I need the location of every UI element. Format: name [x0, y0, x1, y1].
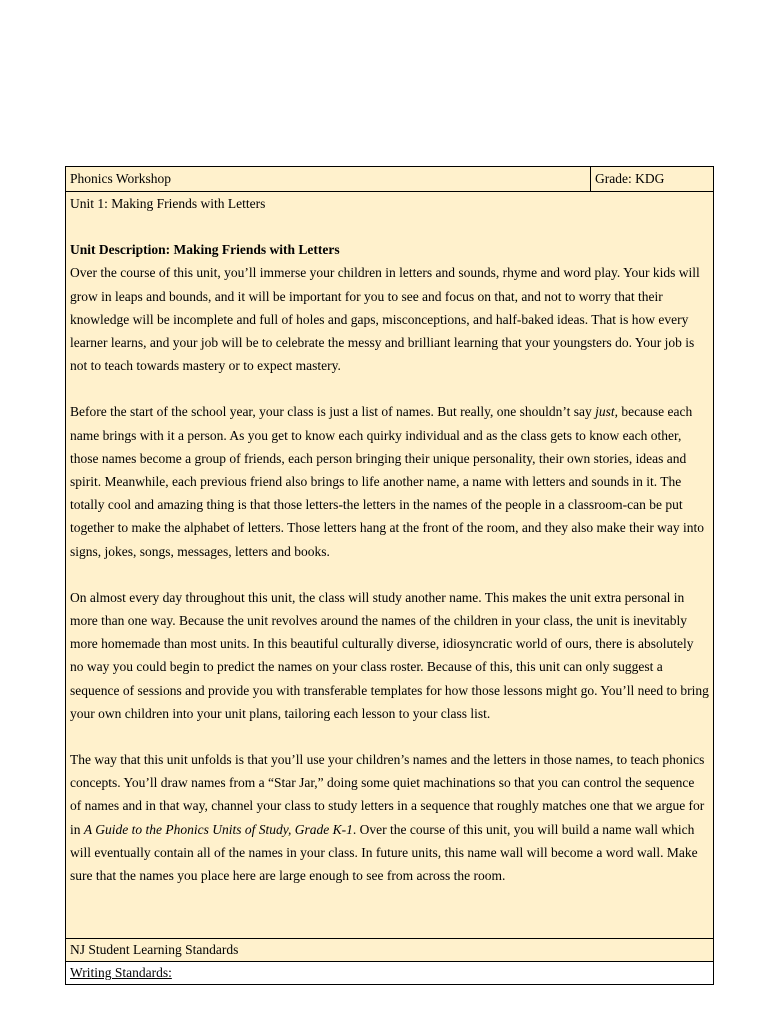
paragraph-1-text: Over the course of this unit, you’ll immerse your children in letters and sounds, rhyme and word play. Your kids will grow in leaps and bounds, and it will be important for you to see and focus on that, and not to worry that their knowledge will be incomplete and full of holes and gaps, misconceptions, and half-baked ideas. That is how every learner learns, and your job will be to celebrate the messy and brilliant learning that your youngsters do. Your job is not to teach towards mastery or to expect mastery.: [70, 265, 700, 374]
paragraph-4: [70, 748, 709, 887]
book-title: A Guide to the Phonics Units of Study, Grade K-1: [83, 821, 353, 837]
paragraph-2: [70, 400, 709, 562]
paragraph-1: [70, 238, 709, 377]
paragraph-4-text-a: The way that this unit unfolds is that you’ll use your children’s names and the letters in those names, to teach phonics concepts. You’ll draw names from a “Star Jar,” doing some quiet machinations so that you can control the sequence of names and in that way, channel your class to study letters in a sequence that roughly matches one that we argue for in: [70, 752, 705, 837]
writing-standards-cell: [66, 962, 713, 984]
writing-standards-label: Writing Standards:: [70, 965, 172, 981]
paragraph-3: On almost every day throughout this unit, the class will study another name. This makes the unit extra personal in more than one way. Because the unit revolves around the names of the children in your class, the unit is inevitably more homemade than most units. In this beautiful culturally diverse, idiosyncratic world of ours, there is absolutely no way you could begin to predict the names on your class roster. Because of this, this unit can only suggest a sequence of sessions and provide you with transferable templates for how those lessons might go. You’ll need to bring your own children into your unit plans, tailoring each lesson to your class list.: [70, 589, 709, 721]
unit-description-cell: [66, 192, 713, 938]
paragraph-2-text-a: Before the start of the school year, your class is just a list of names. But really, one shouldn’t say: [70, 404, 596, 420]
paragraph-4-text-b: . Over the course of this unit, you will build a name wall which will eventually contain all of the names in your class. In future units, this name wall will become a word wall. Make sure that the names you place here are large enough to see from across the room.: [70, 821, 698, 884]
paragraph-2-text-b: , because each name brings with it a person. As you get to know each quirky individual and as the class gets to know each other, those names become a group of friends, each person bringing their unique personality, their own stories, ideas and spirit. Meanwhile, each previous friend also brings to life another name, a name with letters and sounds in it. The totally cool and amazing thing is that those letters-the letters in the names of the people in a classroom-can be put together to make the alphabet of letters. Those letters hang at the front of the room, and they also make their way into signs, jokes, songs, messages, letters and books.: [70, 404, 705, 559]
writing-standards-row: [66, 962, 713, 984]
unit-title: Unit 1: Making Friends with Letters: [70, 196, 266, 211]
header-row: [66, 167, 713, 192]
standards-heading-row: [66, 939, 713, 962]
curriculum-table: [65, 166, 714, 985]
unit-description-row: [66, 192, 713, 939]
standards-heading: NJ Student Learning Standards: [70, 942, 239, 958]
grade-label: Grade: KDG: [595, 171, 665, 186]
paragraph-2-emphasis: just: [595, 404, 615, 420]
unit-description-heading: Unit Description: Making Friends with Letters: [70, 242, 340, 258]
workshop-title: Phonics Workshop: [66, 167, 591, 191]
